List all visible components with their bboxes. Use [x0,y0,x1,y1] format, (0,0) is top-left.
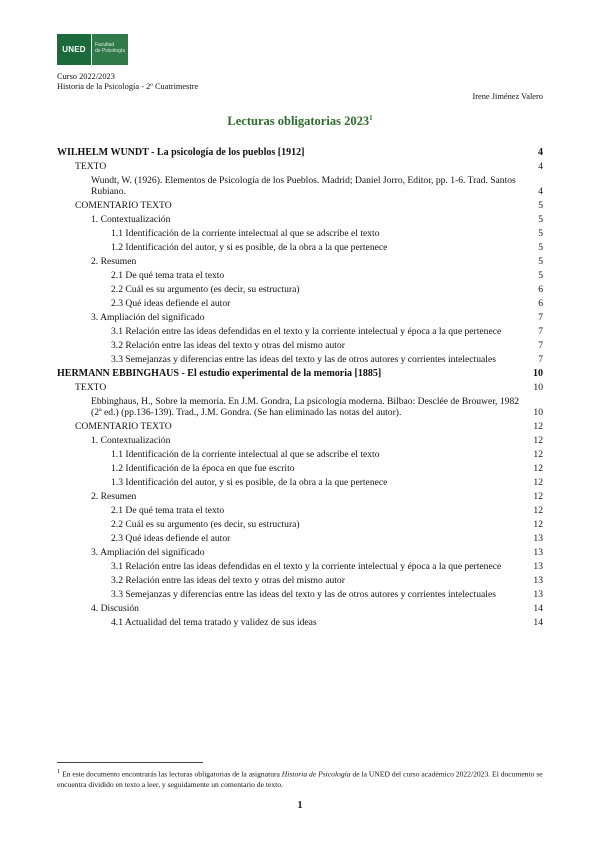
page-header [57,72,198,91]
toc-entry[interactable]: 1.2 Identificación del autor, y si es posible, de la obra a la que pertenece 5 [111,242,543,253]
page-title [0,114,600,129]
toc-page: 14 [533,617,543,628]
toc-entry[interactable]: 2.3 Qué ideas defiende el autor 13 [111,533,543,544]
toc-page: 10 [533,368,543,379]
toc-page: 4 [538,147,543,158]
toc-page: 4 [538,161,543,172]
toc-page: 7 [538,326,543,337]
uned-logo [57,34,128,65]
toc-entry[interactable]: COMENTARIO TEXTO 12 [75,421,543,432]
toc-entry[interactable]: 1.1 Identificación de la corriente intelectual al que se adscribe el texto 5 [111,228,543,239]
toc-entry[interactable]: 4.1 Actualidad del tema tratado y validez de sus ideas 14 [111,617,543,628]
toc-page: 5 [538,200,543,211]
toc-page: 10 [533,382,543,393]
toc-page: 6 [538,284,543,295]
toc-page: 7 [538,312,543,323]
toc-page: 5 [538,256,543,267]
toc-page: 7 [538,340,543,351]
toc-page: 10 [533,407,543,418]
toc-entry[interactable]: 3.3 Semejanzas y diferencias entre las ideas del texto y las de otros autores y corrientes intelectuales 13 [111,589,543,600]
toc-page: 12 [533,421,543,432]
toc-entry[interactable]: 3.1 Relación entre las ideas defendidas en el texto y la corriente intelectual y época a la que pertenece 13 [111,561,543,572]
toc-entry[interactable]: TEXTO 10 [75,382,543,393]
toc-page: 13 [533,561,543,572]
toc-entry[interactable]: 2.1 De qué tema trata el texto 12 [111,505,543,516]
toc-page: 5 [538,228,543,239]
toc-entry[interactable]: 3.1 Relación entre las ideas defendidas en el texto y la corriente intelectual y época a la que pertenece 7 [111,326,543,337]
toc-page: 13 [533,589,543,600]
toc-page: 12 [533,463,543,474]
toc-entry[interactable]: COMENTARIO TEXTO 5 [75,200,543,211]
title-text: Lecturas obligatorias 2023 [227,114,370,129]
toc-page: 5 [538,270,543,281]
logo-sub2: de Psicología [95,48,126,54]
toc-entry[interactable]: 2.2 Cuál es su argumento (es decir, su estructura) 6 [111,284,543,295]
footnote-divider [57,762,203,763]
toc-entry[interactable]: 1.3 Identificación del autor, y si es posible, de la obra a la que pertenece 12 [111,477,543,488]
toc-page: 14 [533,603,543,614]
footnote-italic: Historia de Psicología [281,769,351,779]
toc-entry[interactable]: 1.2 Identificación de la época en que fue escrito 12 [111,463,543,474]
header-subject: Historia de la Psicología - 2º Cuatrimestre [57,81,199,91]
toc-entry[interactable]: 1.1 Identificación de la corriente intelectual al que se adscribe el texto 12 [111,449,543,460]
toc-page: 12 [533,491,543,502]
toc-page: 7 [538,354,543,365]
toc-page: 13 [533,533,543,544]
title-footnote-mark: 1 [369,114,373,122]
toc-page: 12 [533,435,543,446]
toc-entry[interactable]: 2.2 Cuál es su argumento (es decir, su estructura) 12 [111,519,543,530]
toc-entry[interactable]: Wundt, W. (1926). Elementos de Psicología de los Pueblos. Madrid; Daniel Jorro, Editor, pp. 1-6. Trad. Santos Rubiano. 4 [91,175,543,197]
toc-entry[interactable]: WILHELM WUNDT - La psicología de los pueblos [1912] 4 [57,147,543,158]
toc-page: 13 [533,575,543,586]
toc-entry[interactable]: Ebbinghaus, H., Sobre la memoria. En J.M. Gondra, La psicología moderna. Bilbao: Desclée de Brouwer, 1982 (2ª ed.) (pp.136-139). Trad., J.M. Gondra. (Se han eliminado las notas del autor). 10 [91,396,543,418]
toc-page: 12 [533,477,543,488]
header-course: Curso 2022/2023 [57,72,115,81]
header-author: Irene Jiménez Valero [472,92,543,101]
logo-faculty [92,34,128,65]
page-number: 1 [297,800,303,811]
toc-entry[interactable]: 3. Ampliación del significado 7 [91,312,543,323]
toc-page: 12 [533,505,543,516]
toc-entry[interactable]: HERMANN EBBINGHAUS - El estudio experimental de la memoria [1885] 10 [57,368,543,379]
toc-entry[interactable]: 2. Resumen 12 [91,491,543,502]
footnote-mark: 1 [57,768,61,775]
table-of-contents [57,147,543,631]
toc-page: 6 [538,298,543,309]
toc-entry[interactable]: 1. Contextualización 12 [91,435,543,446]
toc-page: 12 [533,519,543,530]
toc-entry[interactable]: 3. Ampliación del significado 13 [91,547,543,558]
toc-entry[interactable]: 3.2 Relación entre las ideas del texto y otras del mismo autor 7 [111,340,543,351]
toc-entry[interactable]: 2.1 De qué tema trata el texto 5 [111,270,543,281]
toc-entry[interactable]: 4. Discusión 14 [91,603,543,614]
toc-page: 5 [538,242,543,253]
toc-page: 4 [538,186,543,197]
toc-entry[interactable]: 2.3 Qué ideas defiende el autor 6 [111,298,543,309]
toc-page: 12 [533,449,543,460]
footnote: $^1$ En este documento encontrarás las lecturas obligatorias de la asignatura Historia de Psicología de la UNED del curso académico 2022/2023. El documento se encuentra dividido en texto a leer, y seguidamente un comentario de texto. [57,768,543,789]
toc-page: 13 [533,547,543,558]
logo-brand: UNED [57,34,91,65]
logo-sub1: Facultad [95,42,115,48]
toc-entry[interactable]: 2. Resumen 5 [91,256,543,267]
toc-entry[interactable]: TEXTO 4 [75,161,543,172]
toc-entry[interactable]: 1. Contextualización 5 [91,214,543,225]
toc-page: 5 [538,214,543,225]
toc-entry[interactable]: 3.2 Relación entre las ideas del texto y otras del mismo autor 13 [111,575,543,586]
toc-entry[interactable]: 3.3 Semejanzas y diferencias entre las ideas del texto y las de otros autores y corrientes intelectuales 7 [111,354,543,365]
